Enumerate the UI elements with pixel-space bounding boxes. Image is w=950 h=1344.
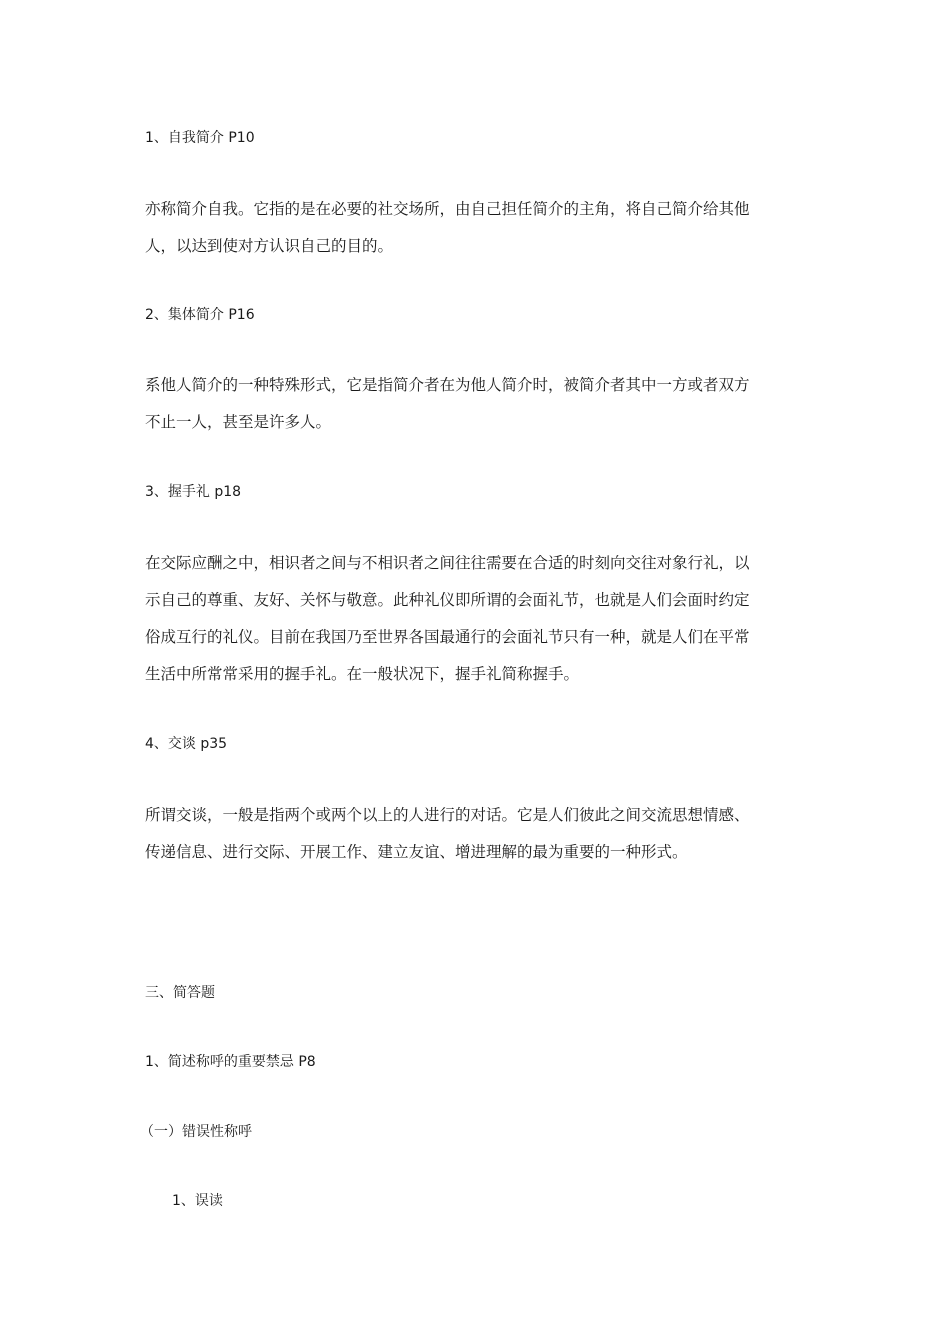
section-body-line: 生活中所常常采用的握手礼。在一般状况下，握手礼简称握手。 xyxy=(145,665,580,683)
section-body-line: 人，以达到使对方认识自己的目的。 xyxy=(145,237,394,255)
section-heading-group-intro: 2、集体简介 P16 xyxy=(145,307,255,323)
subheading-wrong-address: （一）错误性称呼 xyxy=(140,1124,252,1140)
section-body-line: 亦称简介自我。它指的是在必要的社交场所，由自己担任简介的主角，将自己简介给其他 xyxy=(145,200,750,218)
section-heading-conversation: 4、交谈 p35 xyxy=(145,736,228,752)
list-item-misreading: 1、误读 xyxy=(172,1193,223,1209)
section-body-line: 所谓交谈，一般是指两个或两个以上的人进行的对话。它是人们彼此之间交流思想情感、 xyxy=(145,806,750,824)
part-three-title: 三、简答题 xyxy=(145,985,215,1001)
section-body-line: 不止一人，甚至是许多人。 xyxy=(145,413,332,431)
section-body-line: 俗成互行的礼仪。目前在我国乃至世界各国最通行的会面礼节只有一种，就是人们在平常 xyxy=(145,628,750,646)
section-body-line: 示自己的尊重、友好、关怀与敬意。此种礼仪即所谓的会面礼节，也就是人们会面时约定 xyxy=(145,591,750,609)
question-heading: 1、简述称呼的重要禁忌 P8 xyxy=(145,1054,316,1070)
section-heading-handshake: 3、握手礼 p18 xyxy=(145,484,242,500)
section-heading-self-intro: 1、自我简介 P10 xyxy=(145,130,255,146)
section-body-line: 在交际应酬之中，相识者之间与不相识者之间往往需要在合适的时刻向交往对象行礼，以 xyxy=(145,554,750,572)
section-body-line: 系他人简介的一种特殊形式，它是指简介者在为他人简介时，被简介者其中一方或者双方 xyxy=(145,376,750,394)
section-body-line: 传递信息、进行交际、开展工作、建立友谊、增进理解的最为重要的一种形式。 xyxy=(145,843,688,861)
